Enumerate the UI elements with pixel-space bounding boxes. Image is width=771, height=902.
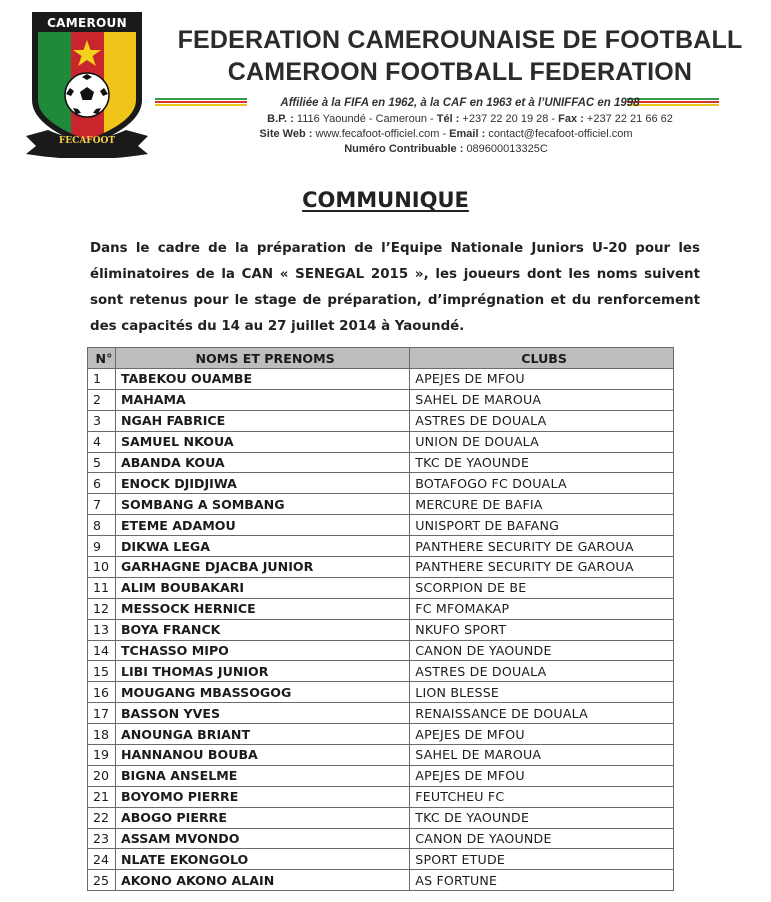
logo-top-text: CAMEROUN (47, 16, 127, 30)
player-club: BOTAFOGO FC DOUALA (410, 473, 674, 494)
table-row (88, 557, 674, 578)
player-name: AKONO AKONO ALAIN (115, 870, 409, 891)
bp-label: B.P. : (267, 113, 294, 125)
player-number: 25 (88, 870, 116, 891)
football-icon (65, 73, 109, 117)
player-club: SAHEL DE MAROUA (410, 389, 674, 410)
player-name: HANNANOU BOUBA (115, 745, 409, 766)
web-email-line: Site Web : www.fecafoot-officiel.com - Email : contact@fecafoot-officiel.com (259, 128, 633, 140)
federation-title-en: CAMEROON FOOTBALL FEDERATION (227, 58, 693, 86)
player-name: BOYA FRANCK (115, 619, 409, 640)
table-row (88, 494, 674, 515)
player-club: APEJES DE MFOU (410, 765, 674, 786)
player-name: SOMBANG A SOMBANG (115, 494, 409, 515)
table-row (88, 703, 674, 724)
email-label: Email : (449, 128, 486, 140)
table-row (88, 536, 674, 557)
player-name: TABEKOU OUAMBE (115, 369, 409, 390)
player-number: 20 (88, 765, 116, 786)
communique-title: COMMUNIQUE (302, 188, 469, 212)
player-club: TKC DE YAOUNDE (410, 452, 674, 473)
player-number: 12 (88, 598, 116, 619)
player-club: SAHEL DE MAROUA (410, 745, 674, 766)
player-number: 15 (88, 661, 116, 682)
logo-bottom-text: FECAFOOT (58, 136, 116, 146)
fax-value: +237 22 21 66 62 (586, 113, 673, 125)
player-club: PANTHERE SECURITY DE GAROUA (410, 536, 674, 557)
table-row (88, 452, 674, 473)
player-number: 1 (88, 369, 116, 390)
player-name: MESSOCK HERNICE (115, 598, 409, 619)
federation-title-fr: FEDERATION CAMEROUNAISE DE FOOTBALL (177, 26, 743, 54)
web-value[interactable]: www.fecafoot-officiel.com (315, 128, 440, 140)
communique-intro: Dans le cadre de la préparation de l’Equipe Nationale Juniors U-20 pour les éliminatoires de la CAN « SENEGAL 2015 », les joueurs dont les noms suivent sont retenus pour le stage de préparation, d’imprégnation et du renforcement des capacités du 14 au 27 juillet 2014 à Yaoundé. (90, 241, 700, 334)
table-row (88, 473, 674, 494)
tax-label: Numéro Contribuable : (344, 143, 464, 155)
player-club: UNION DE DOUALA (410, 431, 674, 452)
player-name: NGAH FABRICE (115, 410, 409, 431)
table-row (88, 870, 674, 891)
header-names: NOMS ET PRENOMS (115, 348, 409, 369)
player-number: 2 (88, 389, 116, 410)
player-number: 24 (88, 849, 116, 870)
player-name: BIGNA ANSELME (115, 765, 409, 786)
table-row (88, 807, 674, 828)
player-name: MOUGANG MBASSOGOG (115, 682, 409, 703)
player-club: CANON DE YAOUNDE (410, 640, 674, 661)
bp-value: 1116 Yaoundé - Cameroun - (296, 113, 434, 125)
table-row (88, 389, 674, 410)
player-number: 9 (88, 536, 116, 557)
player-number: 21 (88, 786, 116, 807)
player-number: 10 (88, 557, 116, 578)
email-value[interactable]: contact@fecafoot-officiel.com (488, 128, 633, 140)
player-number: 22 (88, 807, 116, 828)
table-row (88, 661, 674, 682)
player-number: 5 (88, 452, 116, 473)
player-name: TCHASSO MIPO (115, 640, 409, 661)
player-number: 14 (88, 640, 116, 661)
player-club: AS FORTUNE (410, 870, 674, 891)
player-number: 23 (88, 828, 116, 849)
player-club: PANTHERE SECURITY DE GAROUA (410, 557, 674, 578)
player-number: 7 (88, 494, 116, 515)
player-club: RENAISSANCE DE DOUALA (410, 703, 674, 724)
player-number: 16 (88, 682, 116, 703)
player-club: APEJES DE MFOU (410, 724, 674, 745)
player-name: ETEME ADAMOU (115, 515, 409, 536)
player-name: NLATE EKONGOLO (115, 849, 409, 870)
table-row (88, 828, 674, 849)
player-number: 4 (88, 431, 116, 452)
player-name: SAMUEL NKOUA (115, 431, 409, 452)
player-name: BOYOMO PIERRE (115, 786, 409, 807)
web-label: Site Web : (259, 128, 313, 140)
player-club: ASTRES DE DOUALA (410, 661, 674, 682)
table-row (88, 724, 674, 745)
postal-contact-line (150, 113, 771, 125)
player-club: ASTRES DE DOUALA (410, 410, 674, 431)
player-name: BASSON YVES (115, 703, 409, 724)
header-number: N° (88, 348, 116, 369)
table-row (88, 515, 674, 536)
player-club: SCORPION DE BE (410, 577, 674, 598)
tel-label: Tél : (436, 113, 460, 125)
table-row (88, 682, 674, 703)
player-number: 13 (88, 619, 116, 640)
header-clubs: CLUBS (410, 348, 674, 369)
player-name: DIKWA LEGA (115, 536, 409, 557)
player-name: ENOCK DJIDJIWA (115, 473, 409, 494)
player-club: APEJES DE MFOU (410, 369, 674, 390)
table-row (88, 577, 674, 598)
player-name: ABOGO PIERRE (115, 807, 409, 828)
player-name: LIBI THOMAS JUNIOR (115, 661, 409, 682)
table-row (88, 765, 674, 786)
player-number: 17 (88, 703, 116, 724)
table-row (88, 369, 674, 390)
table-row (88, 431, 674, 452)
table-row (88, 598, 674, 619)
player-name: ABANDA KOUA (115, 452, 409, 473)
player-club: FC MFOMAKAP (410, 598, 674, 619)
table-row (88, 786, 674, 807)
table-header-row (88, 348, 674, 369)
table-row (88, 619, 674, 640)
player-club: TKC DE YAOUNDE (410, 807, 674, 828)
table-row (88, 410, 674, 431)
player-number: 3 (88, 410, 116, 431)
player-name: MAHAMA (115, 389, 409, 410)
player-number: 11 (88, 577, 116, 598)
player-club: LION BLESSE (410, 682, 674, 703)
player-name: ANOUNGA BRIANT (115, 724, 409, 745)
player-club: CANON DE YAOUNDE (410, 828, 674, 849)
fax-label: Fax : (558, 113, 584, 125)
tel-value: +237 22 20 19 28 - (462, 113, 556, 125)
player-number: 19 (88, 745, 116, 766)
player-name: ALIM BOUBAKARI (115, 577, 409, 598)
player-number: 8 (88, 515, 116, 536)
player-name: GARHAGNE DJACBA JUNIOR (115, 557, 409, 578)
player-club: FEUTCHEU FC (410, 786, 674, 807)
tax-number-line (126, 143, 766, 155)
player-club: SPORT ETUDE (410, 849, 674, 870)
player-number: 6 (88, 473, 116, 494)
table-row (88, 849, 674, 870)
table-row (88, 745, 674, 766)
player-number: 18 (88, 724, 116, 745)
players-table-body (88, 369, 674, 891)
tax-value: 089600013325C (466, 143, 548, 155)
table-row (88, 640, 674, 661)
player-club: MERCURE DE BAFIA (410, 494, 674, 515)
player-club: NKUFO SPORT (410, 619, 674, 640)
player-club: UNISPORT DE BAFANG (410, 515, 674, 536)
affiliation-line: Affiliée à la FIFA en 1962, à la CAF en 1963 et à l’UNIFFAC en 1998 (280, 97, 640, 109)
players-table (87, 347, 674, 891)
player-name: ASSAM MVONDO (115, 828, 409, 849)
